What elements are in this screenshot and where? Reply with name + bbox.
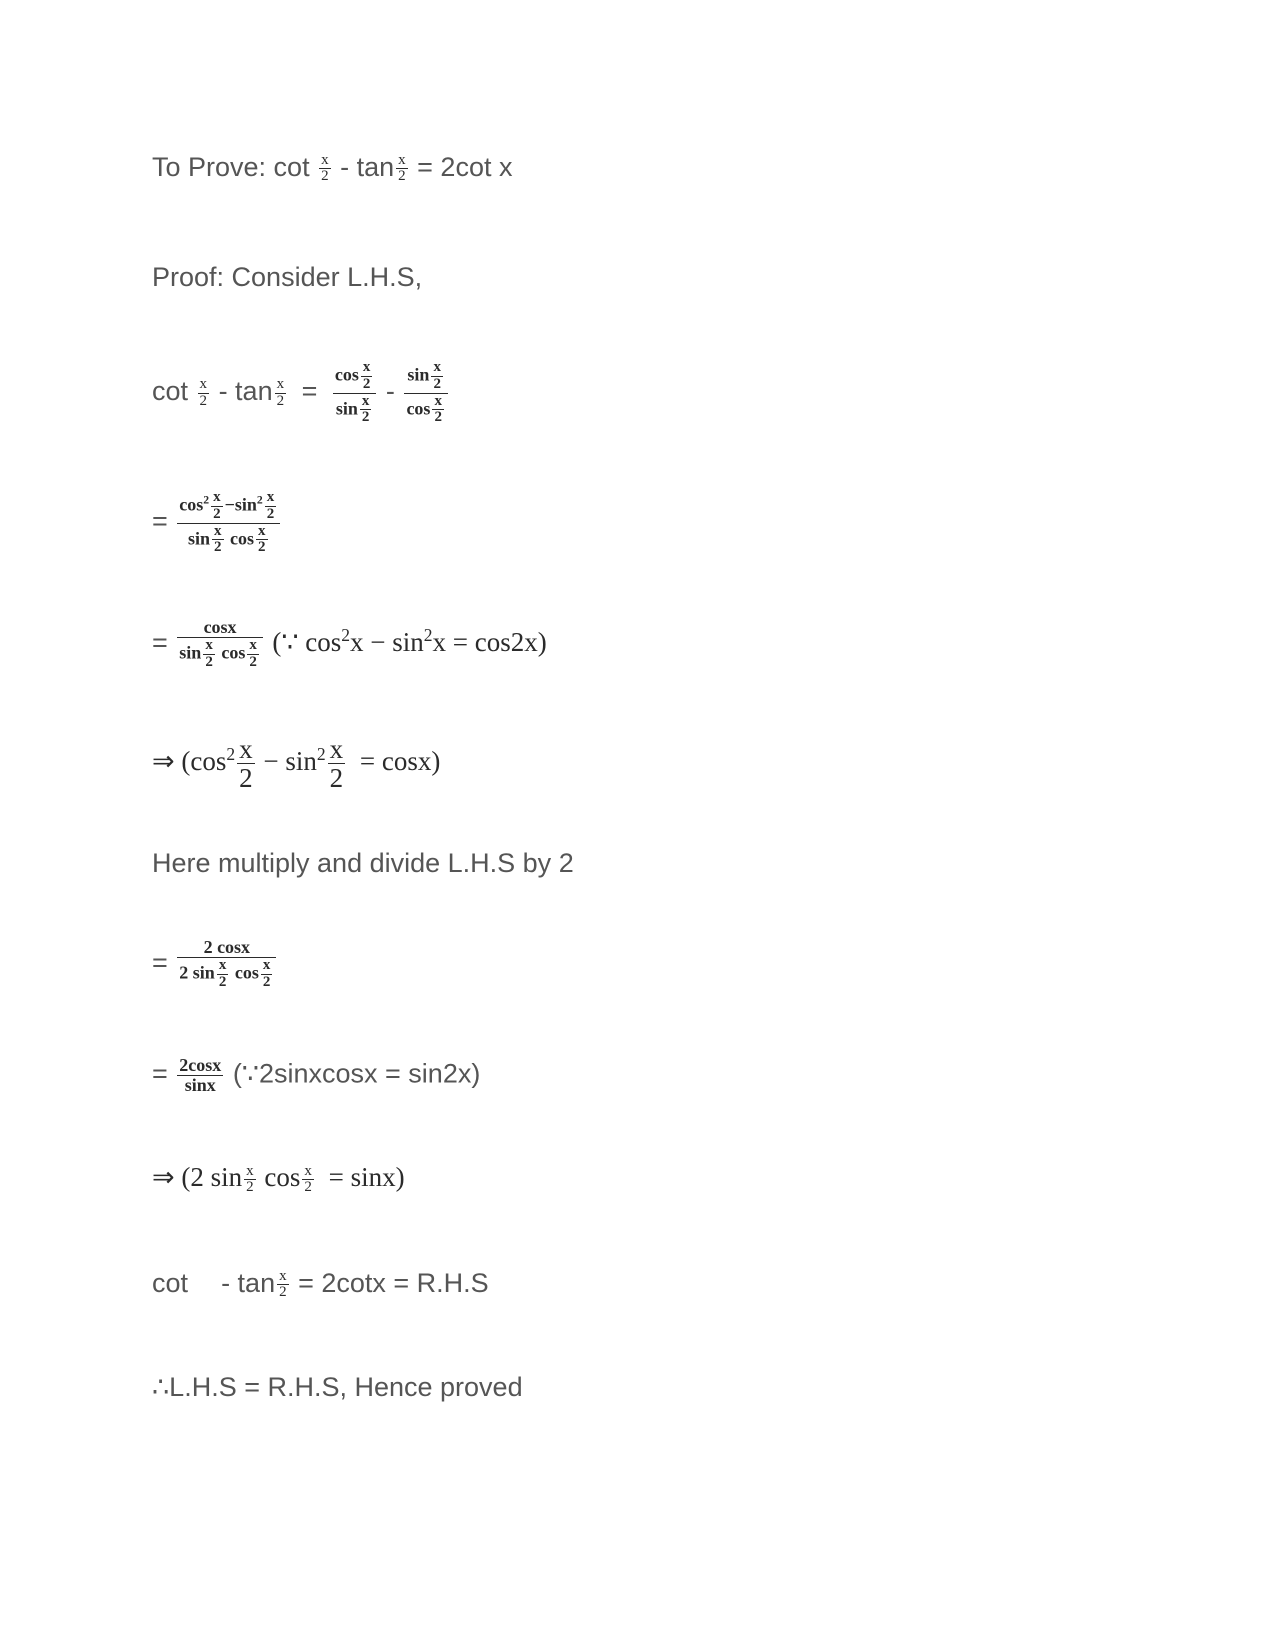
multiply-divide-text: Here multiply and divide L.H.S by 2 — [152, 848, 574, 878]
to-prove-minus-tan: - tan — [340, 152, 395, 182]
to-prove-rhs: = 2cot x — [417, 152, 513, 182]
double-angle-note: (∵2sinxcosx = sin2x) — [232, 1058, 481, 1089]
equals-sinx: = sinx) — [328, 1162, 405, 1192]
fraction-x-over-2: $\frac{x}{2}$ — [304, 1162, 312, 1196]
tan-label: - tan — [221, 1268, 276, 1298]
proof-heading — [152, 262, 422, 293]
step-cosx-fraction — [152, 618, 547, 670]
equals-cosx: = cosx) — [359, 746, 441, 777]
minus-sin: − sin — [263, 746, 317, 777]
fraction-sin-over-cos: sin $\frac{x}{2}$ cos $\frac{x}{2}$ — [404, 360, 448, 426]
fraction-cosx-over-sin-cos: cosx sin $\frac{x}{2}$ cos $\frac{x}{2}$ — [177, 618, 263, 670]
step-implies-sinx — [152, 1162, 405, 1196]
fraction-x-over-2: $\frac{x}{2}$ — [398, 151, 406, 185]
minus-sign: - — [385, 376, 395, 407]
result-rhs: = 2cotx = R.H.S — [298, 1268, 489, 1298]
implies-cos: ⇒ (cos — [152, 746, 227, 777]
fraction-2cosx-over-2sin-cos: 2 cosx 2 sin $\frac{x}{2}$ cos $\frac{x}{2}$ — [177, 938, 276, 990]
conclusion-text: ∴L.H.S = R.H.S, Hence proved — [152, 1372, 523, 1402]
to-prove-line — [152, 152, 512, 185]
step-implies-identity: ⇒ ($\cos^2$ $\frac{x}{2}$ − $\sin^2$ $\frac{x}{2}$ = cosx) — [152, 734, 441, 794]
conclusion — [152, 1372, 523, 1403]
step-2cosx-fraction — [152, 938, 278, 990]
tan-label: - tan — [218, 376, 273, 407]
equals-sign: = — [152, 627, 168, 658]
step-cot-minus-tan — [152, 360, 450, 426]
identity-note: (∵ $\cos^2x - \sin^2x = \cos 2x$) — [272, 625, 547, 658]
equals-sign: = — [152, 506, 168, 537]
step-result — [152, 1268, 489, 1301]
proof-heading-text: Proof: Consider L.H.S, — [152, 262, 423, 292]
fraction-2cosx-over-sinx: $\frac{2\cos x}{\sin x}$ — [179, 1055, 222, 1095]
cot-label: cot — [152, 376, 189, 407]
fraction-x-over-2: $\frac{x}{2}$ — [329, 734, 344, 794]
equals-sign: = — [152, 947, 168, 978]
fraction-cos2-minus-sin2: $\cos^2$ $\frac{x}{2}$ $-\sin^2$ $\frac{x}{2}$ sin $\frac{x}{2}$ cos $\frac{x}{2}$ — [177, 490, 280, 556]
fraction-x-over-2: $\frac{x}{2}$ — [279, 1267, 287, 1301]
fraction-x-over-2: $\frac{x}{2}$ — [276, 375, 285, 409]
fraction-x-over-2: $\frac{x}{2}$ — [239, 734, 253, 794]
multiply-divide-note — [152, 848, 574, 879]
cot-label: cot — [152, 1268, 189, 1298]
cos-label: cos — [264, 1162, 301, 1192]
to-prove-lead: To Prove: cot — [152, 152, 310, 182]
fraction-x-over-2: $\frac{x}{2}$ — [199, 375, 208, 409]
step-combined-fraction — [152, 490, 282, 556]
implies-2sin: ⇒ (2 sin — [152, 1162, 243, 1192]
fraction-x-over-2: $\frac{x}{2}$ — [246, 1162, 254, 1196]
fraction-x-over-2: $\frac{x}{2}$ — [321, 151, 329, 185]
fraction-cos-over-sin: cos $\frac{x}{2}$ sin $\frac{x}{2}$ — [333, 360, 377, 426]
equals-sign: = — [301, 376, 318, 407]
equals-sign: = — [152, 1058, 168, 1089]
step-2cosx-over-sinx — [152, 1056, 480, 1095]
